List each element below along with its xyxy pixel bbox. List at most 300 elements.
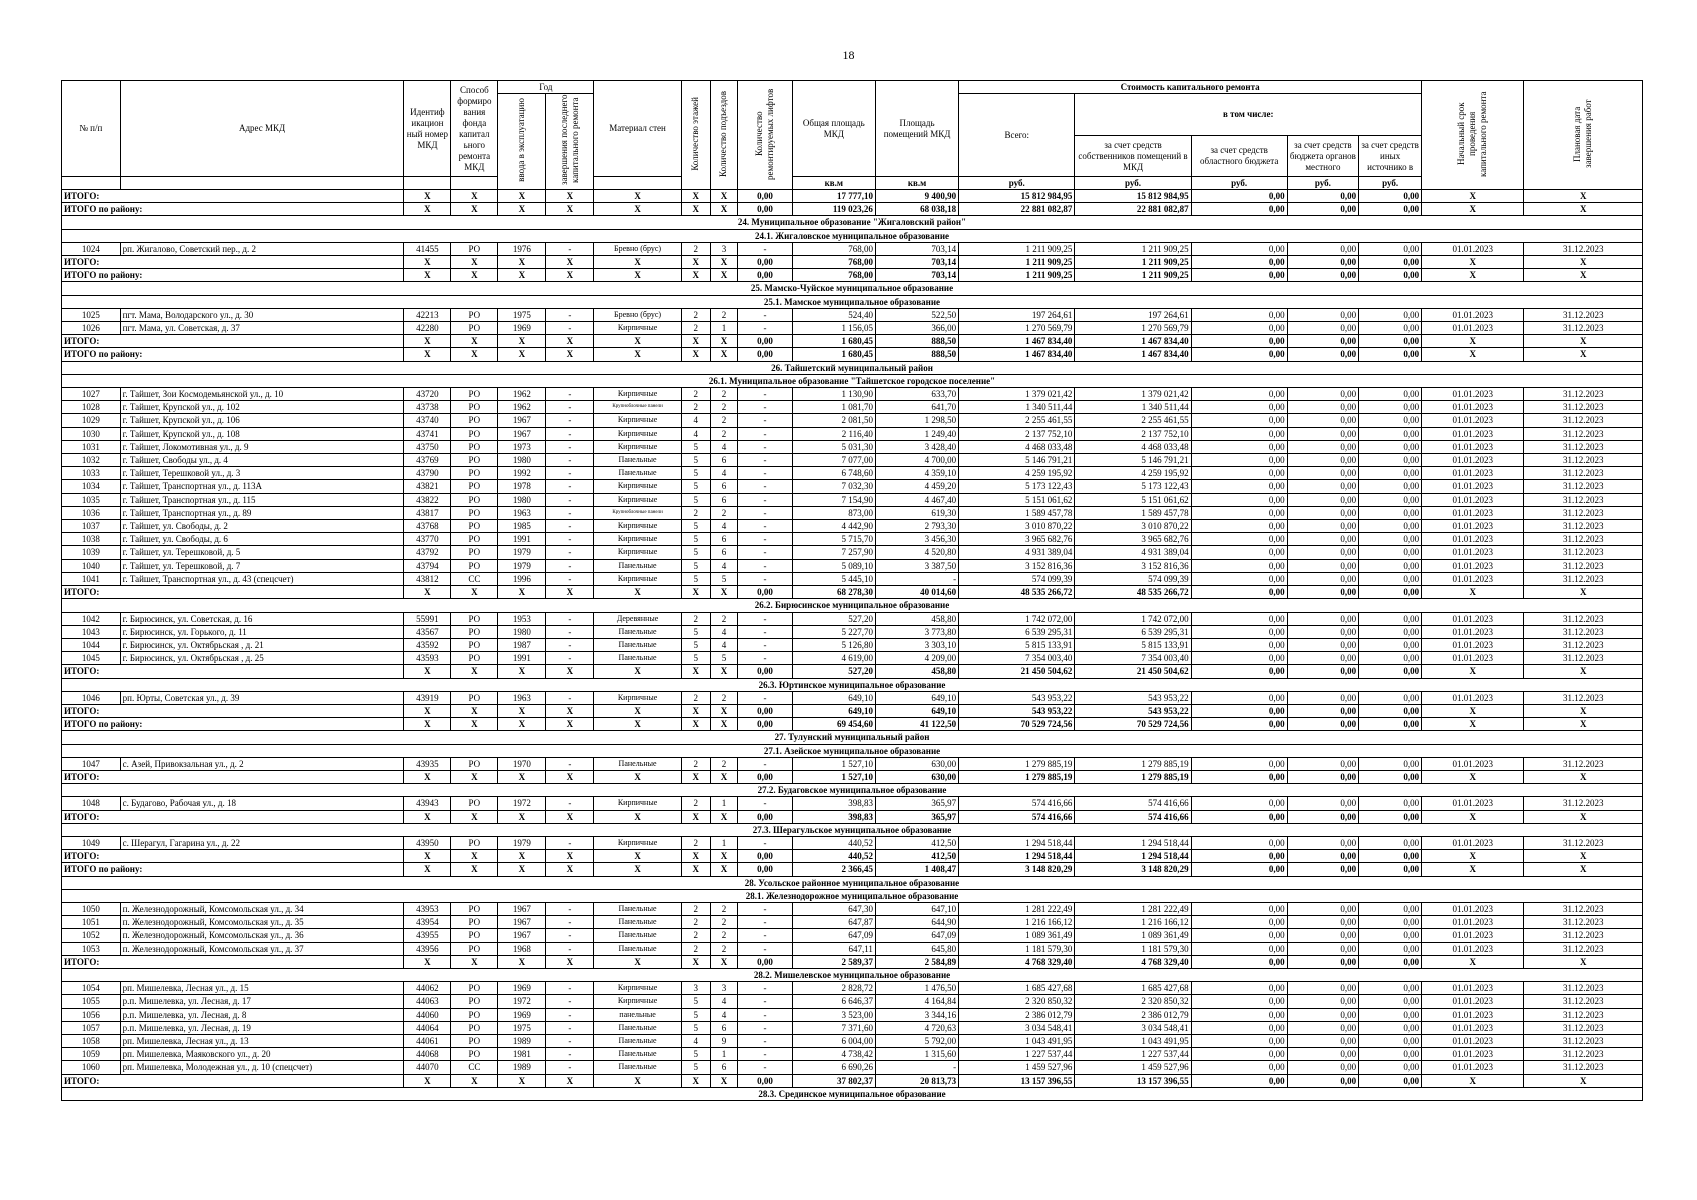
data-cell: 1 216 166,12 <box>959 916 1075 929</box>
col-total: Всего: <box>959 94 1075 177</box>
section-header-row <box>62 823 1643 836</box>
section-title: 27.2. Будаговское муниципальное образование <box>62 784 1643 797</box>
data-cell: 01.01.2023 <box>1422 942 1524 955</box>
data-cell: 0,00 <box>1191 625 1287 638</box>
row-number: 1031 <box>62 440 121 453</box>
data-cell: 0,00 <box>1359 625 1422 638</box>
data-cell: 647,09 <box>875 929 958 942</box>
total-row <box>62 269 1643 282</box>
unit-local: руб. <box>1287 177 1358 190</box>
data-cell: 4 <box>681 427 710 440</box>
data-cell: 01.01.2023 <box>1422 520 1524 533</box>
section-header-row <box>62 744 1643 757</box>
total-cell: 41 122,50 <box>875 718 958 731</box>
data-cell: 5 792,00 <box>875 1035 958 1048</box>
data-cell: РО <box>451 995 498 1008</box>
data-cell: 5 <box>681 638 710 651</box>
total-cell: X <box>404 718 451 731</box>
total-cell: 0,00 <box>1191 203 1287 216</box>
data-cell: 43768 <box>404 520 451 533</box>
data-cell: 4 259 195,92 <box>959 467 1075 480</box>
data-cell: 1 <box>710 322 738 335</box>
total-cell: X <box>1524 665 1643 678</box>
data-cell: 1 379 021,42 <box>1075 388 1191 401</box>
total-cell: X <box>546 256 594 269</box>
total-label: ИТОГО: <box>62 704 404 717</box>
total-cell: X <box>1524 810 1643 823</box>
table-row <box>62 942 1643 955</box>
total-cell: 15 812 984,95 <box>1075 190 1191 203</box>
total-cell: 0,00 <box>1359 850 1422 863</box>
data-cell: 6 <box>710 1061 738 1074</box>
data-cell: 5 <box>710 572 738 585</box>
total-cell: X <box>594 770 681 783</box>
total-cell: X <box>546 1074 594 1087</box>
total-cell: 0,00 <box>738 704 792 717</box>
data-cell: 2 828,72 <box>792 982 875 995</box>
data-cell: 6 539 295,31 <box>959 625 1075 638</box>
total-cell: 0,00 <box>1287 770 1358 783</box>
data-cell: 31.12.2023 <box>1524 638 1643 651</box>
total-cell: X <box>404 190 451 203</box>
total-cell: 0,00 <box>738 770 792 783</box>
data-cell: 7 371,60 <box>792 1021 875 1034</box>
total-cell: X <box>681 203 710 216</box>
data-cell: 1963 <box>498 506 546 519</box>
data-cell: 1 089 361,49 <box>1075 929 1191 942</box>
total-cell: 574 416,66 <box>959 810 1075 823</box>
data-cell: 31.12.2023 <box>1524 546 1643 559</box>
address-cell: пгт. Мама, Володарского ул., д. 30 <box>120 308 404 321</box>
total-cell: 1 211 909,25 <box>959 269 1075 282</box>
address-cell: г. Тайшет, ул. Свободы, д. 2 <box>120 520 404 533</box>
data-cell: 4 <box>710 625 738 638</box>
row-number: 1026 <box>62 322 121 335</box>
total-cell: 0,00 <box>1359 665 1422 678</box>
data-cell: 0,00 <box>1359 401 1422 414</box>
data-cell: РО <box>451 1008 498 1021</box>
data-cell: 2 <box>681 322 710 335</box>
data-cell: - <box>875 572 958 585</box>
data-cell: 1968 <box>498 942 546 955</box>
data-cell: 768,00 <box>792 242 875 255</box>
data-cell: 41455 <box>404 242 451 255</box>
data-cell: 1 081,70 <box>792 401 875 414</box>
data-cell: 0,00 <box>1359 1048 1422 1061</box>
table-row <box>62 1048 1643 1061</box>
unit-area: кв.м <box>792 177 875 190</box>
data-cell: 1 130,90 <box>792 388 875 401</box>
data-cell: 1962 <box>498 401 546 414</box>
total-cell: 70 529 724,56 <box>959 718 1075 731</box>
total-cell: X <box>594 586 681 599</box>
total-cell: X <box>498 718 546 731</box>
data-cell: Кирпичные <box>594 995 681 1008</box>
data-cell: 0,00 <box>1359 1008 1422 1021</box>
table-row <box>62 427 1643 440</box>
data-cell: 1980 <box>498 454 546 467</box>
total-cell: X <box>594 190 681 203</box>
data-cell: 0,00 <box>1287 1035 1358 1048</box>
section-header-row <box>62 361 1643 374</box>
total-cell: X <box>451 269 498 282</box>
address-cell: г. Тайшет, Транспортная ул., д. 43 (спецсчет) <box>120 572 404 585</box>
data-cell: 31.12.2023 <box>1524 480 1643 493</box>
data-cell: 1996 <box>498 572 546 585</box>
data-cell: Кирпичные <box>594 691 681 704</box>
data-cell: 5 <box>681 572 710 585</box>
data-cell: 01.01.2023 <box>1422 480 1524 493</box>
table-body <box>62 190 1643 1101</box>
data-cell: 9 <box>710 1035 738 1048</box>
total-cell: X <box>546 665 594 678</box>
data-cell: 1 315,60 <box>875 1048 958 1061</box>
data-cell: 6 <box>710 1021 738 1034</box>
data-cell: РО <box>451 1048 498 1061</box>
address-cell: г. Тайшет, ул. Терешковой, д. 5 <box>120 546 404 559</box>
total-cell: 0,00 <box>1359 1074 1422 1087</box>
data-cell: 1972 <box>498 995 546 1008</box>
data-cell: 0,00 <box>1287 1061 1358 1074</box>
row-number: 1025 <box>62 308 121 321</box>
data-cell: 6 690,26 <box>792 1061 875 1074</box>
data-cell: 43741 <box>404 427 451 440</box>
data-cell: 5 <box>710 652 738 665</box>
data-cell: 0,00 <box>1359 467 1422 480</box>
data-cell: 5 <box>681 1048 710 1061</box>
total-cell: X <box>546 810 594 823</box>
data-cell: 5 <box>681 546 710 559</box>
data-cell: 1 211 909,25 <box>959 242 1075 255</box>
table-row <box>62 242 1643 255</box>
data-cell: 4 931 389,04 <box>959 546 1075 559</box>
data-cell: РО <box>451 427 498 440</box>
data-cell: 0,00 <box>1287 652 1358 665</box>
data-cell: 2 081,50 <box>792 414 875 427</box>
total-cell: X <box>546 863 594 876</box>
data-cell: 0,00 <box>1359 533 1422 546</box>
data-cell: 01.01.2023 <box>1422 414 1524 427</box>
data-cell: 31.12.2023 <box>1524 440 1643 453</box>
data-cell: РО <box>451 322 498 335</box>
data-cell: - <box>738 414 792 427</box>
data-cell: - <box>738 1048 792 1061</box>
data-cell: 0,00 <box>1191 638 1287 651</box>
total-cell: 3 148 820,29 <box>959 863 1075 876</box>
total-cell: 0,00 <box>738 586 792 599</box>
data-cell: - <box>546 1061 594 1074</box>
total-cell: 0,00 <box>1359 586 1422 599</box>
col-local: за счет средств бюджета органов местного <box>1287 136 1358 177</box>
total-cell: 2 584,89 <box>875 955 958 968</box>
total-cell: X <box>498 955 546 968</box>
data-cell: 0,00 <box>1191 388 1287 401</box>
table-row <box>62 308 1643 321</box>
section-title: 27. Тулунский муниципальный район <box>62 731 1643 744</box>
total-label: ИТОГО по району: <box>62 718 404 731</box>
data-cell: 31.12.2023 <box>1524 995 1643 1008</box>
data-cell: РО <box>451 388 498 401</box>
data-cell: 4 <box>710 467 738 480</box>
total-cell: X <box>1524 863 1643 876</box>
total-cell: X <box>546 348 594 361</box>
data-cell: 0,00 <box>1191 440 1287 453</box>
data-cell: 1969 <box>498 1008 546 1021</box>
total-cell: 0,00 <box>1359 810 1422 823</box>
data-cell: 0,00 <box>1287 1008 1358 1021</box>
data-cell: 1967 <box>498 414 546 427</box>
data-cell: РО <box>451 414 498 427</box>
data-cell: 1970 <box>498 757 546 770</box>
data-cell: 01.01.2023 <box>1422 995 1524 1008</box>
total-cell: X <box>1524 256 1643 269</box>
data-cell: - <box>738 982 792 995</box>
data-cell: - <box>546 308 594 321</box>
total-cell: 1 527,10 <box>792 770 875 783</box>
data-cell: РО <box>451 467 498 480</box>
data-cell: 43954 <box>404 916 451 929</box>
data-cell: 31.12.2023 <box>1524 982 1643 995</box>
data-cell: 0,00 <box>1287 836 1358 849</box>
data-cell: 4 359,10 <box>875 467 958 480</box>
data-cell: 3 <box>710 982 738 995</box>
row-number: 1024 <box>62 242 121 255</box>
data-cell: 43592 <box>404 638 451 651</box>
data-cell: - <box>546 440 594 453</box>
data-cell: 3 456,30 <box>875 533 958 546</box>
data-cell: 2 137 752,10 <box>959 427 1075 440</box>
data-cell: - <box>738 836 792 849</box>
data-cell: 0,00 <box>1191 506 1287 519</box>
total-cell: X <box>1422 863 1524 876</box>
row-number: 1042 <box>62 612 121 625</box>
table-row <box>62 388 1643 401</box>
total-cell: X <box>451 955 498 968</box>
total-label: ИТОГО: <box>62 850 404 863</box>
data-cell: 0,00 <box>1287 322 1358 335</box>
data-cell: 1953 <box>498 612 546 625</box>
data-cell: - <box>546 836 594 849</box>
total-cell: 527,20 <box>792 665 875 678</box>
total-row <box>62 335 1643 348</box>
total-cell: 0,00 <box>1191 704 1287 717</box>
data-cell: 0,00 <box>1191 467 1287 480</box>
data-cell: 0,00 <box>1359 308 1422 321</box>
data-cell: - <box>738 902 792 915</box>
data-cell: 2 <box>681 836 710 849</box>
data-cell: 574 099,39 <box>959 572 1075 585</box>
data-cell: 0,00 <box>1287 572 1358 585</box>
data-cell: 0,00 <box>1359 797 1422 810</box>
total-cell: X <box>1524 586 1643 599</box>
data-cell: 1 181 579,30 <box>1075 942 1191 955</box>
data-cell: 0,00 <box>1191 559 1287 572</box>
data-cell: 2 <box>710 506 738 519</box>
data-cell: 31.12.2023 <box>1524 1021 1643 1034</box>
data-cell: 3 <box>710 242 738 255</box>
data-cell: Бревно (брус) <box>594 242 681 255</box>
col-address: Адрес МКД <box>120 81 404 177</box>
unit-cell <box>451 177 498 190</box>
data-cell: 4 442,90 <box>792 520 875 533</box>
data-cell: 6 <box>710 493 738 506</box>
total-cell: X <box>404 955 451 968</box>
data-cell: 0,00 <box>1359 638 1422 651</box>
data-cell: 0,00 <box>1191 942 1287 955</box>
data-cell: 6 <box>710 480 738 493</box>
data-cell: - <box>546 388 594 401</box>
data-cell: 31.12.2023 <box>1524 401 1643 414</box>
data-cell: 0,00 <box>1287 902 1358 915</box>
data-cell: 4 467,40 <box>875 493 958 506</box>
row-number: 1045 <box>62 652 121 665</box>
data-cell: Кирпичные <box>594 546 681 559</box>
table-row <box>62 572 1643 585</box>
data-cell: 633,70 <box>875 388 958 401</box>
row-number: 1027 <box>62 388 121 401</box>
data-cell: РО <box>451 401 498 414</box>
data-cell: - <box>546 797 594 810</box>
col-method: Способ формиро вания фонда капитал ьного ремонта МКД <box>451 81 498 177</box>
total-cell: X <box>451 203 498 216</box>
data-cell: 0,00 <box>1359 480 1422 493</box>
data-cell: 1980 <box>498 493 546 506</box>
data-cell: РО <box>451 440 498 453</box>
data-cell: 1 227 537,44 <box>1075 1048 1191 1061</box>
data-cell: 01.01.2023 <box>1422 572 1524 585</box>
data-cell: 0,00 <box>1191 1021 1287 1034</box>
data-cell: 01.01.2023 <box>1422 836 1524 849</box>
data-cell: 5 <box>681 559 710 572</box>
total-cell: X <box>1524 850 1643 863</box>
total-cell: 574 416,66 <box>1075 810 1191 823</box>
data-cell: 2 137 752,10 <box>1075 427 1191 440</box>
col-lifts: Количество ремонтируемых лифтов <box>738 81 792 190</box>
data-cell: 4 619,00 <box>792 652 875 665</box>
row-number: 1032 <box>62 454 121 467</box>
total-cell: 1 467 834,40 <box>959 348 1075 361</box>
address-cell: с. Шерагул, Гагарина ул., д. 22 <box>120 836 404 849</box>
total-cell: X <box>594 863 681 876</box>
row-number: 1047 <box>62 757 121 770</box>
data-cell: - <box>738 440 792 453</box>
total-cell: X <box>594 704 681 717</box>
total-cell: X <box>498 348 546 361</box>
data-cell: - <box>738 625 792 638</box>
address-cell: г. Тайшет, Транспортная ул., д. 113А <box>120 480 404 493</box>
data-cell: 7 257,90 <box>792 546 875 559</box>
data-cell: 01.01.2023 <box>1422 506 1524 519</box>
data-cell: 4 <box>710 440 738 453</box>
data-cell: 1 <box>710 1048 738 1061</box>
data-cell: 43953 <box>404 902 451 915</box>
row-number: 1037 <box>62 520 121 533</box>
data-cell: панельные <box>594 1008 681 1021</box>
total-cell: 22 881 082,87 <box>1075 203 1191 216</box>
total-cell: X <box>404 863 451 876</box>
address-cell: г. Тайшет, ул. Терешковой, д. 7 <box>120 559 404 572</box>
section-header-row <box>62 295 1643 308</box>
data-cell: 43817 <box>404 506 451 519</box>
total-cell: X <box>1422 850 1524 863</box>
data-cell: 01.01.2023 <box>1422 982 1524 995</box>
unit-other: руб. <box>1359 177 1422 190</box>
data-cell: Панельные <box>594 902 681 915</box>
data-cell: 0,00 <box>1191 401 1287 414</box>
data-cell: - <box>738 612 792 625</box>
data-cell: 5 <box>681 1021 710 1034</box>
address-cell: рп. Мишелевка, Молодежная ул., д. 10 (спецсчет) <box>120 1061 404 1074</box>
data-cell: 0,00 <box>1191 836 1287 849</box>
total-cell: 68 038,18 <box>875 203 958 216</box>
data-cell: 1969 <box>498 982 546 995</box>
data-cell: 5 151 061,62 <box>1075 493 1191 506</box>
data-cell: 1967 <box>498 916 546 929</box>
data-cell: Панельные <box>594 757 681 770</box>
total-label: ИТОГО: <box>62 1074 404 1087</box>
data-cell: 1991 <box>498 533 546 546</box>
data-cell: 0,00 <box>1359 652 1422 665</box>
data-cell: 0,00 <box>1287 414 1358 427</box>
total-cell: 0,00 <box>1191 850 1287 863</box>
row-number: 1048 <box>62 797 121 810</box>
data-cell: 0,00 <box>1359 322 1422 335</box>
data-cell: 1981 <box>498 1048 546 1061</box>
address-cell: п. Железнодорожный, Комсомольская ул., д. 37 <box>120 942 404 955</box>
total-cell: 0,00 <box>738 1074 792 1087</box>
data-cell: Крупноблочные панели <box>594 506 681 519</box>
data-cell: 1 527,10 <box>792 757 875 770</box>
data-cell: РО <box>451 902 498 915</box>
total-cell: X <box>681 1074 710 1087</box>
total-cell: X <box>1422 1074 1524 1087</box>
data-cell: 01.01.2023 <box>1422 1035 1524 1048</box>
address-cell: п. Железнодорожный, Комсомольская ул., д. 36 <box>120 929 404 942</box>
total-cell: X <box>498 1074 546 1087</box>
data-cell: РО <box>451 506 498 519</box>
data-cell: 43770 <box>404 533 451 546</box>
address-cell: г. Тайшет, ул. Свободы, д. 6 <box>120 533 404 546</box>
total-cell: X <box>681 850 710 863</box>
data-cell: РО <box>451 691 498 704</box>
total-cell: 4 768 329,40 <box>959 955 1075 968</box>
total-cell: X <box>451 704 498 717</box>
total-cell: X <box>546 955 594 968</box>
data-cell: 4 931 389,04 <box>1075 546 1191 559</box>
address-cell: п. Железнодорожный, Комсомольская ул., д. 35 <box>120 916 404 929</box>
total-cell: 0,00 <box>1287 348 1358 361</box>
total-cell: 21 450 504,62 <box>959 665 1075 678</box>
data-cell: 458,80 <box>875 612 958 625</box>
data-cell: 0,00 <box>1287 916 1358 929</box>
section-title: 24. Муниципальное образование "Жигаловский район" <box>62 216 1643 229</box>
data-cell: 01.01.2023 <box>1422 454 1524 467</box>
data-cell: 5 <box>681 533 710 546</box>
section-header-row <box>62 968 1643 981</box>
data-cell: 43738 <box>404 401 451 414</box>
data-cell: 31.12.2023 <box>1524 902 1643 915</box>
data-cell: 543 953,22 <box>1075 691 1191 704</box>
total-cell: 0,00 <box>1359 704 1422 717</box>
table-row <box>62 757 1643 770</box>
data-cell: 7 354 003,40 <box>959 652 1075 665</box>
data-cell: РО <box>451 836 498 849</box>
data-cell: 0,00 <box>1359 982 1422 995</box>
total-cell: X <box>1422 203 1524 216</box>
total-cell: 2 366,45 <box>792 863 875 876</box>
table-row <box>62 401 1643 414</box>
total-cell: X <box>681 863 710 876</box>
